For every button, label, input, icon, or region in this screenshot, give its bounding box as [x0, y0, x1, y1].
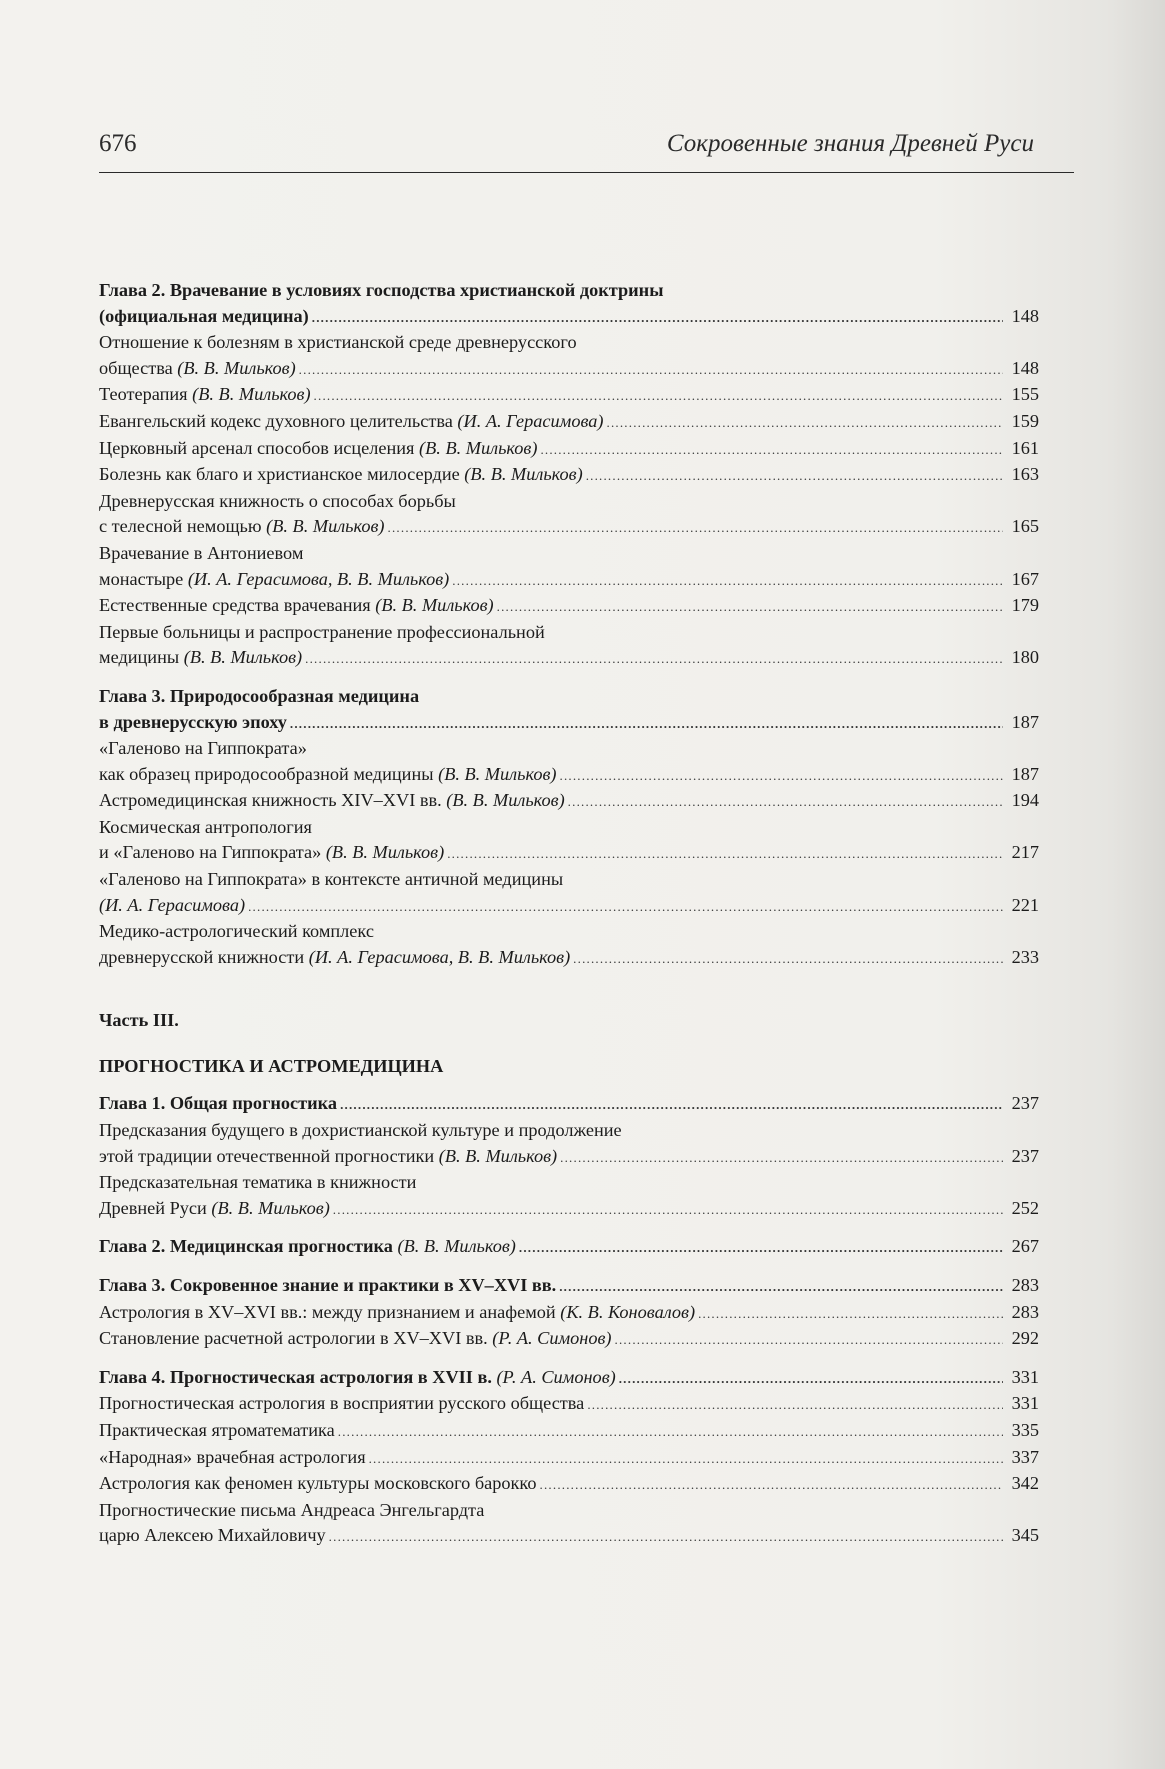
page-ref: 345 — [1011, 1525, 1039, 1546]
page-ref: 159 — [1011, 410, 1039, 431]
leader-dots — [698, 1301, 1003, 1327]
table-of-contents — [99, 278, 1039, 1550]
entry-title-line1: Предсказания будущего в дохристианской культуре и продолжение — [99, 1120, 622, 1141]
leader-dots — [540, 437, 1003, 463]
entry-title: Астромедицинская книжность XIV–XVI вв. — [99, 790, 442, 811]
entry-title-line1: Предсказательная тематика в книжности — [99, 1172, 417, 1193]
chapter-author: (В. В. Мильков) — [397, 1236, 516, 1257]
entry-author: (И. А. Герасимова, В. В. Мильков) — [308, 946, 571, 967]
leader-dots — [447, 841, 1003, 867]
page-ref: 267 — [1011, 1236, 1039, 1257]
leader-dots — [338, 1419, 1003, 1445]
chapter-author: (Р. А. Симонов) — [496, 1366, 616, 1387]
entry-title: Евангельский кодекс духовного целительства — [99, 410, 453, 431]
chapter-title: Глава 3. Сокровенное знание и практики в XV–XVI вв. — [99, 1275, 557, 1295]
entry-author: (В. В. Мильков) — [464, 464, 583, 485]
part-title: ПРОГНОСТИКА И АСТРОМЕДИЦИНА — [99, 1056, 444, 1077]
toc-entry — [99, 1445, 1039, 1472]
entry-title-line1: Отношение к болезням в христианской среде древнерусского — [99, 332, 577, 353]
entry-author: (В. В. Мильков) — [375, 595, 494, 616]
chapter-title: Глава 2. Медицинская прогностика — [99, 1236, 393, 1257]
page-ref: 148 — [1011, 305, 1039, 326]
leader-dots — [586, 463, 1003, 489]
entry-title: Астрология в XV–XVI вв.: между признанием и анафемой — [99, 1301, 556, 1322]
entry-title: с телесной немощью — [99, 516, 262, 537]
entry-author: (И. А. Герасимова) — [99, 894, 246, 915]
leader-dots — [452, 568, 1003, 594]
leader-dots — [299, 357, 1003, 383]
page-number: 676 — [99, 130, 137, 157]
entry-title: общества — [99, 357, 173, 378]
leader-dots — [312, 305, 1003, 331]
entry-author: (В. В. Мильков) — [192, 384, 311, 405]
leader-dots — [573, 946, 1003, 972]
page-ref: 337 — [1011, 1446, 1039, 1467]
chapter-title-line1: Глава 2. Врачевание в условиях господства христианской доктрины — [99, 280, 664, 300]
toc-entry — [99, 409, 1039, 436]
page-ref: 283 — [1011, 1275, 1039, 1295]
entry-title-line1: «Галеново на Гиппократа» в контексте античной медицины — [99, 869, 564, 890]
leader-dots — [340, 1092, 1003, 1118]
toc-entry — [99, 788, 1039, 815]
toc-entry — [99, 1498, 1039, 1550]
page-ref: 148 — [1011, 357, 1039, 378]
entry-title: древнерусской книжности — [99, 946, 305, 967]
entry-author: (В. В. Мильков) — [446, 790, 565, 811]
page-ref: 335 — [1011, 1419, 1039, 1440]
chapter-title: Глава 4. Прогностическая астрология в XVII в. — [99, 1366, 492, 1387]
leader-dots — [388, 515, 1003, 541]
entry-title: Прогностическая астрология в восприятии русского общества — [99, 1393, 585, 1414]
entry-title-line1: Космическая антропология — [99, 816, 312, 837]
running-title: Сокровенные знания Древней Руси — [666, 130, 1034, 157]
leader-dots — [329, 1524, 1003, 1550]
page-ref: 194 — [1011, 790, 1039, 811]
entry-title: Древней Руси — [99, 1197, 207, 1218]
chapter-title: Глава 1. Общая прогностика — [99, 1093, 338, 1114]
page-ref: 165 — [1011, 516, 1039, 537]
part-label: Часть III. — [99, 1010, 179, 1031]
page-ref: 180 — [1011, 647, 1039, 668]
leader-dots — [560, 763, 1004, 789]
leader-dots — [560, 1145, 1003, 1171]
leader-dots — [314, 383, 1003, 409]
toc-entry — [99, 1170, 1039, 1222]
leader-dots — [607, 410, 1004, 436]
leader-dots — [305, 646, 1003, 672]
entry-author: (В. В. Мильков) — [438, 763, 557, 784]
entry-author: (И. А. Герасимова, В. В. Мильков) — [187, 568, 450, 589]
leader-dots — [615, 1327, 1003, 1353]
entry-title-line1: «Галеново на Гиппократа» — [99, 738, 307, 759]
toc-entry — [99, 382, 1039, 409]
page-ref: 221 — [1011, 894, 1039, 915]
leader-dots — [568, 789, 1003, 815]
toc-chapter — [99, 278, 1039, 330]
entry-title: как образец природосообразной медицины — [99, 763, 434, 784]
toc-entry — [99, 436, 1039, 463]
toc-entry — [99, 330, 1039, 382]
toc-entry — [99, 1418, 1039, 1445]
leader-dots — [587, 1392, 1003, 1418]
entry-author: (И. А. Герасимова) — [457, 410, 604, 431]
page-ref: 283 — [1011, 1301, 1039, 1322]
entry-title: монастыре — [99, 568, 184, 589]
page-ref: 331 — [1011, 1393, 1039, 1414]
entry-author: (В. В. Мильков) — [177, 357, 296, 378]
entry-title: и «Галеново на Гиппократа» — [99, 842, 322, 863]
toc-entry — [99, 1326, 1039, 1353]
leader-dots — [248, 894, 1003, 920]
page-ref: 155 — [1011, 384, 1039, 405]
entry-author: (Р. А. Симонов) — [492, 1328, 612, 1349]
leader-dots — [559, 1274, 1003, 1300]
toc-entry — [99, 462, 1039, 489]
toc-entry — [99, 620, 1039, 672]
entry-title-line1: Древнерусская книжность о способах борьбы — [99, 490, 456, 511]
page-ref: 292 — [1011, 1328, 1039, 1349]
page-ref: 179 — [1011, 595, 1039, 616]
toc-chapter — [99, 1273, 1039, 1300]
toc-chapter — [99, 1234, 1039, 1261]
entry-title: Практическая ятроматематика — [99, 1419, 335, 1440]
toc-entry — [99, 867, 1039, 919]
page-ref: 167 — [1011, 568, 1039, 589]
toc-entry — [99, 919, 1039, 971]
entry-title: Астрология как феномен культуры московского барокко — [99, 1473, 537, 1494]
chapter-title-line2: в древнерусскую эпоху — [99, 711, 287, 732]
toc-entry — [99, 1118, 1039, 1170]
page-ref: 161 — [1011, 437, 1039, 458]
page-ref: 217 — [1011, 842, 1039, 863]
leader-dots — [540, 1472, 1003, 1498]
chapter-title-line1: Глава 3. Природосообразная медицина — [99, 685, 420, 706]
entry-title: Церковный арсенал способов исцеления — [99, 437, 415, 458]
page-ref: 237 — [1011, 1093, 1039, 1114]
leader-dots — [497, 594, 1003, 620]
entry-author: (В. В. Мильков) — [266, 516, 385, 537]
entry-title-line1: Прогностические письма Андреаса Энгельгардта — [99, 1499, 485, 1520]
leader-dots — [519, 1235, 1003, 1261]
entry-title: Естественные средства врачевания — [99, 595, 371, 616]
entry-author: (В. В. Мильков) — [183, 647, 303, 668]
entry-title: этой традиции отечественной прогностики — [99, 1145, 435, 1166]
page-ref: 237 — [1011, 1145, 1039, 1166]
entry-title: «Народная» врачебная астрология — [99, 1446, 366, 1467]
entry-author: (В. В. Мильков) — [419, 437, 538, 458]
toc-entry — [99, 815, 1039, 867]
leader-dots — [290, 711, 1003, 737]
page-header — [99, 124, 1074, 173]
page-ref: 233 — [1011, 946, 1039, 967]
toc-entry — [99, 1300, 1039, 1327]
toc-entry — [99, 541, 1039, 593]
toc-chapter — [99, 684, 1039, 736]
entry-title: царю Алексею Михайловичу — [99, 1525, 326, 1546]
toc-entry — [99, 1391, 1039, 1418]
toc-entry — [99, 1471, 1039, 1498]
page-ref: 252 — [1011, 1197, 1039, 1218]
page-ref: 187 — [1011, 763, 1039, 784]
leader-dots — [619, 1366, 1003, 1392]
toc-chapter — [99, 1365, 1039, 1392]
page-ref: 342 — [1011, 1473, 1039, 1494]
entry-title: медицины — [99, 647, 180, 668]
toc-entry — [99, 736, 1039, 788]
chapter-title-line2: (официальная медицина) — [99, 305, 309, 326]
leader-dots — [369, 1446, 1003, 1472]
leader-dots — [333, 1197, 1003, 1223]
page-ref: 331 — [1011, 1366, 1039, 1387]
entry-author: (В. В. Мильков) — [325, 842, 445, 863]
entry-title: Болезнь как благо и христианское милосердие — [99, 464, 460, 485]
entry-author: (К. В. Коновалов) — [560, 1301, 696, 1322]
entry-author: (В. В. Мильков) — [211, 1197, 330, 1218]
entry-title-line1: Врачевание в Антониевом — [99, 542, 304, 563]
entry-author: (В. В. Мильков) — [438, 1145, 558, 1166]
toc-entry — [99, 489, 1039, 541]
entry-title: Становление расчетной астрологии в XV–XVI вв. — [99, 1328, 488, 1349]
page-ref: 163 — [1011, 464, 1039, 485]
entry-title-line1: Медико-астрологический комплекс — [99, 921, 374, 942]
toc-chapter — [99, 1091, 1039, 1118]
page-ref: 187 — [1011, 711, 1039, 732]
entry-title: Теотерапия — [99, 384, 188, 405]
entry-title-line1: Первые больницы и распространение профессиональной — [99, 621, 545, 642]
toc-entry — [99, 593, 1039, 620]
